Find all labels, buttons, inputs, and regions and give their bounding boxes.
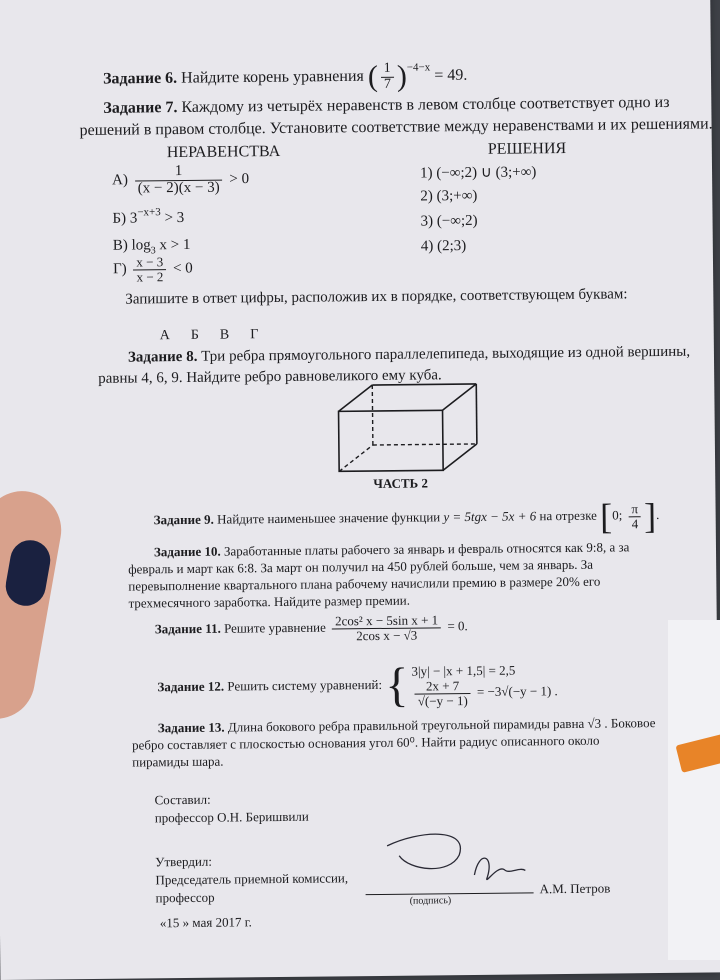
task-6-fraction: $\frac{1}{7}$ bbox=[381, 62, 394, 93]
part-2-heading: ЧАСТЬ 2 bbox=[373, 475, 429, 492]
inequality-a: А) $\frac{1}{(x - 2)(x - 3)}$ > 0 bbox=[112, 162, 250, 197]
task-9: Задание 9. Найдите наименьшее значение функции y = 5tgx − 5x + 6 на отрезке [0; $\frac{\pi}{4}$ ]. bbox=[153, 496, 660, 537]
task-10-line-4: трехмесячного заработка. Найдите размер премии. bbox=[128, 592, 411, 611]
signer-name: А.М. Петров bbox=[539, 880, 611, 897]
inequality-b: Б) $3^{-x+3} > 3$ bbox=[112, 206, 185, 227]
composed-label: Составил: bbox=[154, 791, 211, 808]
task-6-text: Найдите корень уравнения bbox=[181, 67, 364, 87]
task-11: Задание 11. Решите уравнение $\frac{\text{2cos² x − 5sin x + 1}}{\text{2cos x − √3}}$ = 0. bbox=[154, 612, 468, 643]
task-10-line-1: Задание 10. Заработанные платы рабочего за январь и февраль относятся как 9:8, а за bbox=[153, 539, 630, 560]
chair-line-2: профессор bbox=[155, 889, 215, 906]
chair-line-1: Председатель приемной комиссии, bbox=[155, 870, 349, 888]
task-8-line-1: Задание 8. Три ребра прямоугольного параллелепипеда, выходящие из одной вершины, bbox=[127, 343, 691, 366]
task-6-label: Задание 6. bbox=[102, 69, 178, 88]
task-12: Задание 12. Решить систему уравнений: { 3|y| − |x + 1,5| = 2,5 $\frac{2x + 7}{√(-y - 1)}$ = −3√(−y − 1) . bbox=[157, 658, 558, 712]
system-equations: 3|y| − |x + 1,5| = 2,5 $\frac{2x + 7}{√(-y - 1)}$ = −3√(−y − 1) . bbox=[411, 662, 558, 709]
side-paper bbox=[668, 620, 720, 960]
task-6-rhs: = 49. bbox=[434, 66, 468, 85]
task-13-line-3: пирамиды шара. bbox=[132, 753, 224, 770]
answer-prompt: Запишите в ответ цифры, расположив их в порядке, соответствующем буквам: bbox=[125, 286, 628, 308]
date-line: «15 » мая 2017 г. bbox=[159, 914, 252, 931]
task-7-line-2: решений в правом столбце. Установите соответствие между неравенствами и их решениями. bbox=[79, 115, 713, 140]
task-13-line-2: ребро составляет с плоскостью основания угол 60⁰. Найти радиус описанного около bbox=[131, 732, 600, 753]
front-face bbox=[339, 410, 444, 471]
solution-1: 1) (−∞;2) ∪ (3;+∞) bbox=[419, 164, 537, 182]
task-7-line-1: Задание 7. Каждому из четырёх неравенств в левом столбце соответствует одно из bbox=[103, 93, 670, 117]
inequality-g: Г) $\frac{x - 3}{x - 2}$ < 0 bbox=[112, 254, 193, 285]
task-13-line-1: Задание 13. Длина бокового ребра правильной треугольной пирамиды равна √3 . Боковое bbox=[157, 715, 656, 736]
col-right-header: РЕШЕНИЯ bbox=[487, 139, 567, 158]
task-8-line-2: равны 4, 6, 9. Найдите ребро равновеликого ему куба. bbox=[98, 367, 442, 387]
handwritten-signature bbox=[379, 824, 550, 898]
inequality-v: В) $\log_3 x > 1$ bbox=[112, 236, 191, 257]
signature-caption: (подпись) bbox=[409, 895, 452, 907]
task-6-exponent: −4−x bbox=[406, 61, 431, 74]
task-10-line-2: февраль и март как 6:8. За март он получил на 450 рублей больше, чем за январь. За bbox=[128, 556, 594, 577]
task-7-label: Задание 7. bbox=[103, 99, 178, 117]
solution-2: 2) (3;+∞) bbox=[420, 187, 478, 205]
parallelepiped-diagram bbox=[332, 380, 493, 477]
solution-4: 4) (2;3) bbox=[420, 238, 467, 255]
approved-label: Утвердил: bbox=[155, 853, 213, 870]
col-left-header: НЕРАВЕНСТВА bbox=[166, 142, 281, 162]
task-6: Задание 6. Найдите корень уравнения ( $\frac{1}{7}$ )$^{-4-x}$ = 49. bbox=[102, 59, 468, 94]
task-10-line-3: перевыполнение квартального плана рабочему начислили премию в размере 20% его bbox=[128, 573, 601, 594]
composer-name: профессор О.Н. Беришвили bbox=[154, 808, 309, 826]
solution-3: 3) (−∞;2) bbox=[420, 212, 478, 230]
answer-letters: А Б В Г bbox=[159, 327, 259, 344]
